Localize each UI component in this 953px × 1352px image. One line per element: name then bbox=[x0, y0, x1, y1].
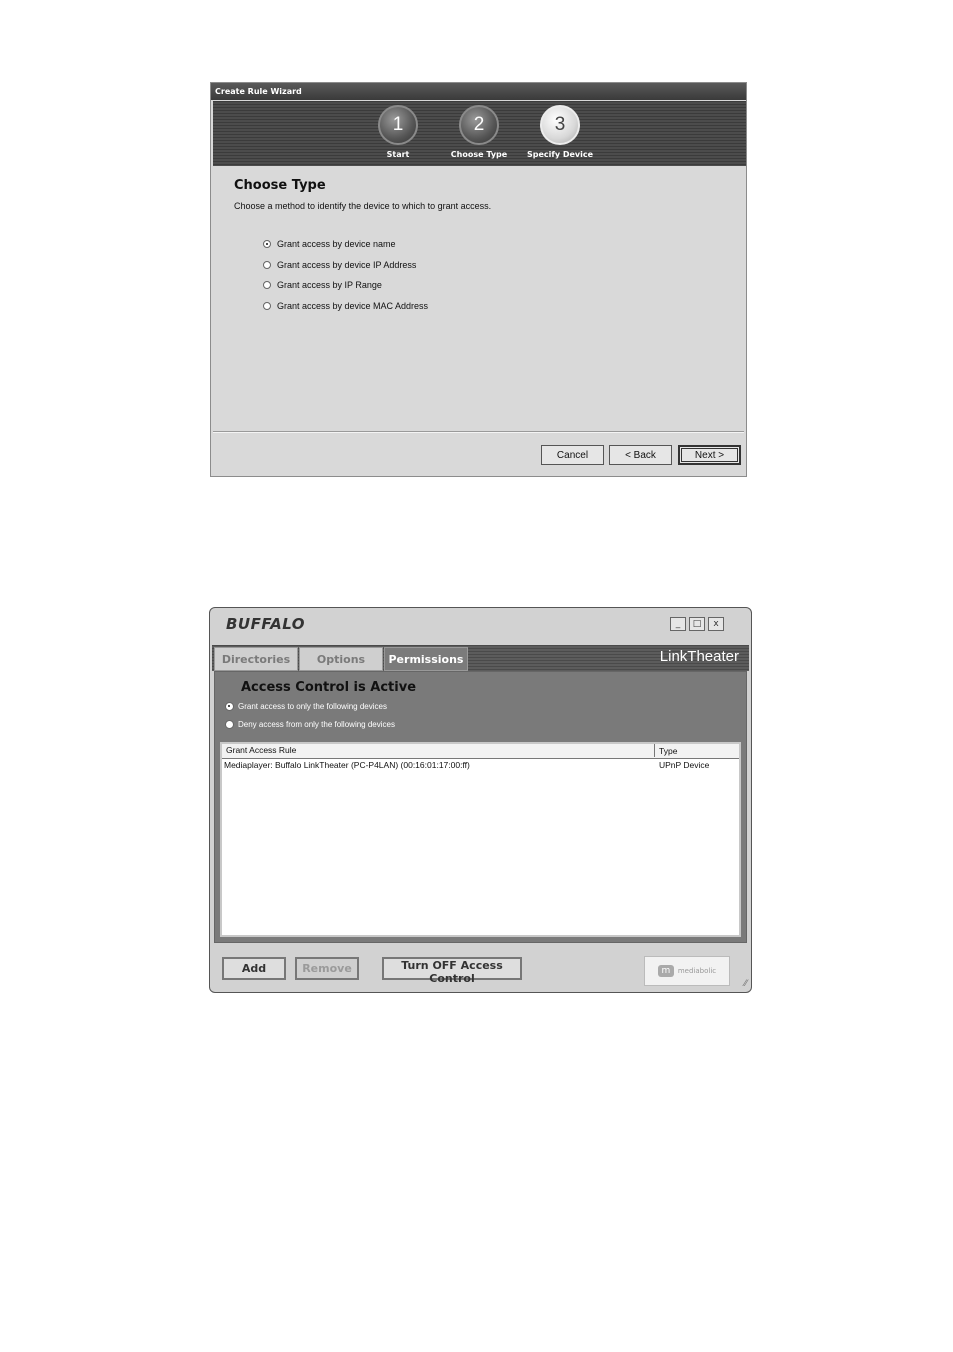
add-button[interactable]: Add bbox=[222, 957, 286, 980]
step-3-label: Specify Device bbox=[526, 150, 594, 159]
option-device-ip[interactable] bbox=[263, 260, 416, 270]
radio-ip-range[interactable] bbox=[263, 281, 271, 289]
step-2-circle: 2 bbox=[459, 105, 499, 145]
option-mac-address[interactable] bbox=[263, 301, 428, 311]
linktheater-window bbox=[209, 607, 752, 993]
resize-grip-icon[interactable]: ⁄⁄ bbox=[743, 979, 747, 989]
next-button[interactable]: Next > bbox=[678, 445, 741, 465]
rule-cell: Mediaplayer: Buffalo LinkTheater (PC-P4LAN) (00:16:01:17:00:ff) bbox=[224, 760, 470, 770]
radio-mac-address[interactable] bbox=[263, 302, 271, 310]
close-icon[interactable]: x bbox=[708, 617, 724, 631]
cancel-button[interactable]: Cancel bbox=[541, 445, 604, 465]
option-ip-range[interactable] bbox=[263, 280, 382, 290]
wizard-separator bbox=[213, 431, 744, 433]
mediabolic-text: mediabolic bbox=[677, 967, 717, 975]
step-1-circle: 1 bbox=[378, 105, 418, 145]
turn-off-access-control-button[interactable]: Turn OFF Access Control bbox=[382, 957, 522, 980]
tab-directories[interactable]: Directories bbox=[214, 647, 298, 671]
wizard-heading: Choose Type bbox=[234, 178, 326, 193]
option-device-ip-label: Grant access by device IP Address bbox=[277, 260, 417, 270]
radio-deny[interactable] bbox=[225, 720, 234, 729]
minimize-icon[interactable]: _ bbox=[670, 617, 686, 631]
table-header bbox=[222, 744, 739, 759]
permissions-panel bbox=[214, 671, 747, 943]
column-type[interactable]: Type bbox=[654, 744, 739, 757]
radio-device-ip[interactable] bbox=[263, 261, 271, 269]
deny-option[interactable] bbox=[225, 720, 395, 729]
radio-grant[interactable] bbox=[225, 702, 234, 711]
grant-option-label: Grant access to only the following devices bbox=[238, 702, 387, 711]
column-grant-access-rule[interactable]: Grant Access Rule bbox=[226, 745, 297, 755]
grant-option[interactable] bbox=[225, 702, 387, 711]
tab-bar bbox=[212, 645, 749, 671]
deny-option-label: Deny access from only the following devices bbox=[238, 720, 395, 729]
table-row[interactable] bbox=[222, 759, 739, 773]
back-button[interactable]: < Back bbox=[609, 445, 672, 465]
access-rules-table[interactable] bbox=[220, 742, 741, 937]
maximize-icon[interactable]: □ bbox=[689, 617, 705, 631]
wizard-steps-banner bbox=[213, 101, 746, 166]
buffalo-logo: BUFFALO bbox=[226, 615, 306, 633]
product-title: LinkTheater bbox=[659, 648, 739, 665]
step-choose-type bbox=[439, 105, 519, 159]
step-specify-device bbox=[520, 105, 600, 159]
tab-options[interactable]: Options bbox=[299, 647, 383, 671]
mediabolic-logo bbox=[644, 956, 730, 986]
remove-button: Remove bbox=[295, 957, 359, 980]
type-cell: UPnP Device bbox=[659, 760, 710, 770]
radio-device-name[interactable] bbox=[263, 240, 271, 248]
option-ip-range-label: Grant access by IP Range bbox=[277, 280, 382, 290]
option-mac-address-label: Grant access by device MAC Address bbox=[277, 301, 429, 311]
step-start bbox=[358, 105, 438, 159]
mediabolic-icon: m bbox=[658, 965, 674, 977]
step-2-label: Choose Type bbox=[450, 150, 508, 159]
step-1-label: Start bbox=[386, 150, 410, 159]
option-device-name[interactable] bbox=[263, 239, 396, 249]
panel-title: Access Control is Active bbox=[241, 680, 417, 695]
wizard-description: Choose a method to identify the device to which to grant access. bbox=[234, 201, 492, 211]
tab-permissions[interactable]: Permissions bbox=[384, 647, 468, 671]
wizard-title-bar: Create Rule Wizard bbox=[211, 83, 746, 100]
step-3-circle: 3 bbox=[540, 105, 580, 145]
option-device-name-label: Grant access by device name bbox=[277, 239, 396, 249]
create-rule-wizard-window bbox=[210, 82, 747, 477]
